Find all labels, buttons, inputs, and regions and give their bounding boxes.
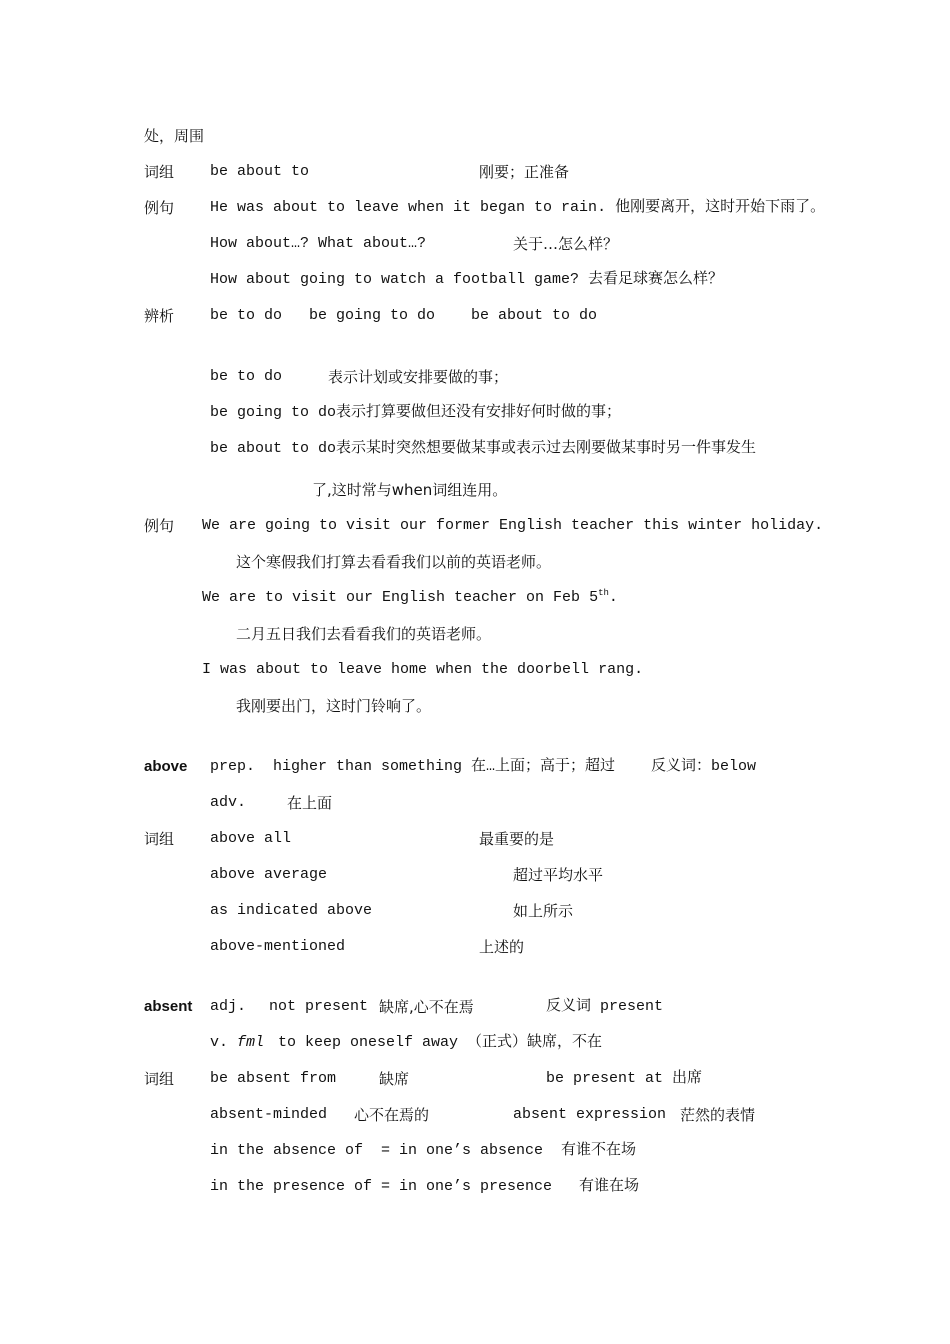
example-sentence: He was about to leave when it began to rain. 他刚要离开，这时开始下雨了。	[210, 199, 826, 216]
label-phrase-absent: 词组	[144, 1070, 175, 1088]
analysis-continuation: 了,这时常与when词组连用。	[312, 481, 508, 499]
absent-phrase-4: in the presence of = in one’s presence 有谁在场	[210, 1178, 640, 1195]
analysis-be-to-do-zh: 表示计划或安排要做的事；	[328, 368, 509, 386]
absent-def-zh: 缺席,心不在焉	[379, 998, 474, 1016]
above-phrase-2-zh: 超过平均水平	[513, 866, 604, 884]
example-how-about: How about…? What about…?	[210, 235, 427, 252]
line-continuation: 处，周围	[144, 127, 205, 145]
label-example-2: 例句	[144, 517, 175, 535]
absent-def-v: to keep oneself away （正式）缺席，不在	[278, 1034, 603, 1051]
analysis-forms: be to do be going to do be about to do	[210, 307, 598, 324]
label-example: 例句	[144, 199, 175, 217]
absent-phrase-1-zh: 缺席	[379, 1070, 410, 1088]
example-football: How about going to watch a football game? 去看足球赛怎么样？	[210, 271, 724, 288]
above-phrase-3: as indicated above	[210, 902, 373, 919]
above-phrase-4-zh: 上述的	[479, 938, 525, 956]
headword-absent: absent	[144, 998, 193, 1015]
absent-pos-adj: adj.	[210, 998, 247, 1015]
label-phrase: 词组	[144, 163, 175, 181]
sentence-1-en: We are going to visit our former English teacher this winter holiday.	[202, 517, 824, 534]
absent-phrase-1b: be present at 出席	[546, 1070, 703, 1087]
above-phrase-4: above-mentioned	[210, 938, 346, 955]
phrase-zh: 刚要；正准备	[479, 163, 570, 181]
fml-label: fml	[237, 1034, 265, 1051]
sentence-2-period: .	[608, 589, 618, 606]
sentence-2-en	[202, 588, 618, 608]
sentence-3-en: I was about to leave home when the doorbell rang.	[202, 661, 644, 678]
absent-antonym: 反义词 present	[546, 998, 664, 1015]
analysis-be-about-to-do: be about to do表示某时突然想要做某事或表示过去刚要做某事时另一件事发生	[210, 440, 757, 457]
absent-phrase-1: be absent from	[210, 1070, 337, 1087]
superscript-th: th	[598, 588, 609, 598]
label-analysis: 辨析	[144, 307, 175, 325]
sentence-1-zh: 这个寒假我们打算去看看我们以前的英语老师。	[236, 553, 552, 571]
above-phrase-1-zh: 最重要的是	[479, 830, 555, 848]
headword-above: above	[144, 758, 188, 775]
above-phrase-1: above all	[210, 830, 292, 847]
above-phrase-3-zh: 如上所示	[513, 902, 574, 920]
sentence-3-zh: 我刚要出门，这时门铃响了。	[236, 697, 432, 715]
absent-phrase-2: absent-minded	[210, 1106, 328, 1123]
absent-pos-v: v.	[210, 1034, 229, 1051]
absent-phrase-2-zh: 心不在焉的	[354, 1106, 430, 1124]
above-def-prep: prep. higher than something 在…上面；高于；超过 反义词：below	[210, 758, 757, 775]
above-def-adv-zh: 在上面	[287, 794, 333, 812]
above-pos-adv: adv.	[210, 794, 247, 811]
above-phrase-2: above average	[210, 866, 328, 883]
absent-phrase-3: in the absence of = in one’s absence 有谁不在场	[210, 1142, 637, 1159]
analysis-be-going-to-do: be going to do表示打算要做但还没有安排好何时做的事；	[210, 404, 622, 421]
sentence-2-text: We are to visit our English teacher on Feb 5	[202, 589, 599, 606]
example-how-about-zh: 关于…怎么样？	[513, 235, 619, 253]
analysis-be-to-do: be to do	[210, 368, 283, 385]
absent-def-en: not present	[269, 998, 369, 1015]
phrase-en: be about to	[210, 163, 310, 180]
absent-phrase-2b-zh: 茫然的表情	[680, 1106, 756, 1124]
absent-fml	[237, 1033, 264, 1053]
absent-phrase-2b: absent expression	[513, 1106, 667, 1123]
label-phrase-above: 词组	[144, 830, 175, 848]
sentence-2-zh: 二月五日我们去看看我们的英语老师。	[236, 625, 492, 643]
